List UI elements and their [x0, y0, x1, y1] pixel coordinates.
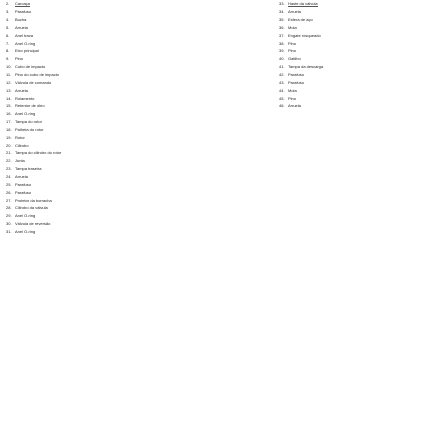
part-number: 44. — [279, 87, 285, 93]
part-label: Pino — [15, 56, 24, 62]
part-item — [279, 86, 419, 94]
part-label: Arruela — [288, 9, 301, 15]
part-label: Válvula de reversão — [15, 221, 51, 227]
part-number: 20. — [6, 142, 12, 148]
part-number: 45. — [279, 95, 285, 101]
part-item — [6, 55, 156, 63]
part-item — [279, 94, 419, 102]
part-number: 13. — [6, 87, 12, 93]
part-label: Arruela — [15, 24, 28, 30]
part-item — [6, 165, 156, 173]
part-label: Eixo principal — [15, 48, 39, 54]
part-label: Junta — [15, 158, 25, 164]
part-label: Anel O-ring — [15, 228, 36, 234]
part-label: Anel O-ring — [15, 40, 36, 46]
part-label: Tampa traseira — [15, 166, 42, 172]
part-label: Tampa do rotor — [15, 119, 42, 125]
part-label: Pino — [288, 40, 297, 46]
part-number: 9. — [6, 56, 10, 62]
part-label: Engate rosqueado — [288, 32, 321, 38]
part-item — [6, 212, 156, 220]
part-item — [6, 110, 156, 118]
part-number: 8. — [6, 48, 10, 54]
part-number: 36. — [279, 24, 285, 30]
part-item — [6, 16, 156, 24]
part-label: Pino — [288, 95, 297, 101]
part-number: 28. — [6, 205, 12, 211]
part-number: 21. — [6, 150, 12, 156]
part-label: Anel O-ring — [15, 111, 36, 117]
part-number: 17. — [6, 119, 12, 125]
part-item — [6, 118, 156, 126]
part-item — [6, 94, 156, 102]
part-number: 4. — [6, 17, 10, 23]
part-item — [279, 78, 419, 86]
part-label: Cubo de impacto — [15, 64, 46, 70]
part-label: Bucha — [15, 17, 27, 23]
part-number: 12. — [6, 79, 12, 85]
part-item — [6, 31, 156, 39]
part-item — [6, 149, 156, 157]
part-label: Pino — [288, 48, 297, 54]
part-item — [6, 24, 156, 32]
part-item — [279, 47, 419, 55]
part-number: 11. — [6, 72, 12, 78]
part-number: 15. — [6, 103, 12, 109]
part-item — [279, 0, 419, 8]
part-label: Retentor de óleo — [15, 103, 45, 109]
part-item — [6, 71, 156, 79]
part-label: Carcaça — [15, 0, 30, 6]
part-item — [6, 173, 156, 181]
part-label: Gatilho — [288, 56, 301, 62]
part-number: 31. — [6, 228, 12, 234]
part-item — [279, 16, 419, 24]
part-number: 40. — [279, 56, 285, 62]
part-item — [6, 126, 156, 134]
part-item — [6, 47, 156, 55]
part-label: Mola — [288, 87, 297, 93]
part-number: 18. — [6, 126, 12, 132]
part-label: Cilindro — [15, 142, 29, 148]
part-item — [6, 141, 156, 149]
part-number: 35. — [279, 17, 285, 23]
part-item — [6, 8, 156, 16]
part-number: 7. — [6, 40, 10, 46]
part-label: Tampa da descarga — [288, 64, 324, 70]
part-number: 39. — [279, 48, 285, 54]
part-number: 37. — [279, 32, 285, 38]
part-number: 10. — [6, 64, 12, 70]
part-number: 6. — [6, 32, 10, 38]
part-item — [6, 86, 156, 94]
part-item — [279, 71, 419, 79]
part-number: 30. — [6, 221, 12, 227]
part-item — [6, 220, 156, 228]
part-item — [279, 24, 419, 32]
part-number: 22. — [6, 158, 12, 164]
parts-list-right — [279, 0, 419, 110]
part-number: 25. — [6, 181, 12, 187]
part-item — [279, 8, 419, 16]
part-number: 24. — [6, 173, 12, 179]
part-number: 26. — [6, 189, 12, 195]
part-number: 23. — [6, 166, 12, 172]
part-number: 38. — [279, 40, 285, 46]
part-label: Palheta do rotor — [15, 126, 44, 132]
part-label: Esfera de aço — [288, 17, 313, 23]
part-item — [6, 196, 156, 204]
part-label: Parafuso — [288, 79, 305, 85]
part-number: 29. — [6, 213, 12, 219]
part-item — [6, 78, 156, 86]
part-number: 5. — [6, 24, 10, 30]
part-item — [6, 157, 156, 165]
part-label: Parafuso — [15, 9, 32, 15]
part-label: Anel O-ring — [15, 213, 36, 219]
part-number: 16. — [6, 111, 12, 117]
part-label: Arruela — [15, 87, 28, 93]
part-label: Parafuso — [288, 72, 305, 78]
part-label: Pino do cubo de impacto — [15, 72, 60, 78]
part-item — [6, 39, 156, 47]
part-label: Rolamento — [15, 95, 35, 101]
part-number: 34. — [279, 9, 285, 15]
part-item — [6, 188, 156, 196]
part-number: 42. — [279, 72, 285, 78]
part-number: 46. — [279, 103, 285, 109]
part-label: Tampa do cilindro do rotor — [15, 150, 62, 156]
part-label: Parafuso — [15, 189, 32, 195]
part-label: Arruela — [288, 103, 301, 109]
part-label: Rotor — [15, 134, 25, 140]
part-number: 19. — [6, 134, 12, 140]
part-label: Cilindro da válvula — [15, 205, 48, 211]
part-label: Protetor da borracha — [15, 197, 52, 203]
part-item — [279, 102, 419, 110]
part-item — [279, 55, 419, 63]
part-item — [279, 39, 419, 47]
part-item — [6, 204, 156, 212]
part-label: Parafuso — [15, 181, 32, 187]
part-number: 41. — [279, 64, 285, 70]
part-item — [6, 0, 156, 8]
part-label: Válvula de comando — [15, 79, 52, 85]
part-item — [6, 227, 156, 235]
part-item — [6, 180, 156, 188]
parts-list-left — [6, 0, 156, 235]
part-label: Arruela — [15, 173, 28, 179]
part-label: Haste da válvula — [288, 0, 318, 6]
part-number: 14. — [6, 95, 12, 101]
part-item — [6, 63, 156, 71]
part-number: 3. — [6, 9, 10, 15]
part-number: 2. — [6, 1, 10, 7]
part-item — [6, 133, 156, 141]
part-number: 27. — [6, 197, 12, 203]
part-label: Anel trava — [15, 32, 34, 38]
part-item — [6, 102, 156, 110]
part-item — [279, 31, 419, 39]
part-number: 43. — [279, 79, 285, 85]
part-number: 33. — [279, 1, 285, 7]
part-item — [279, 63, 419, 71]
part-label: Mola — [288, 24, 297, 30]
